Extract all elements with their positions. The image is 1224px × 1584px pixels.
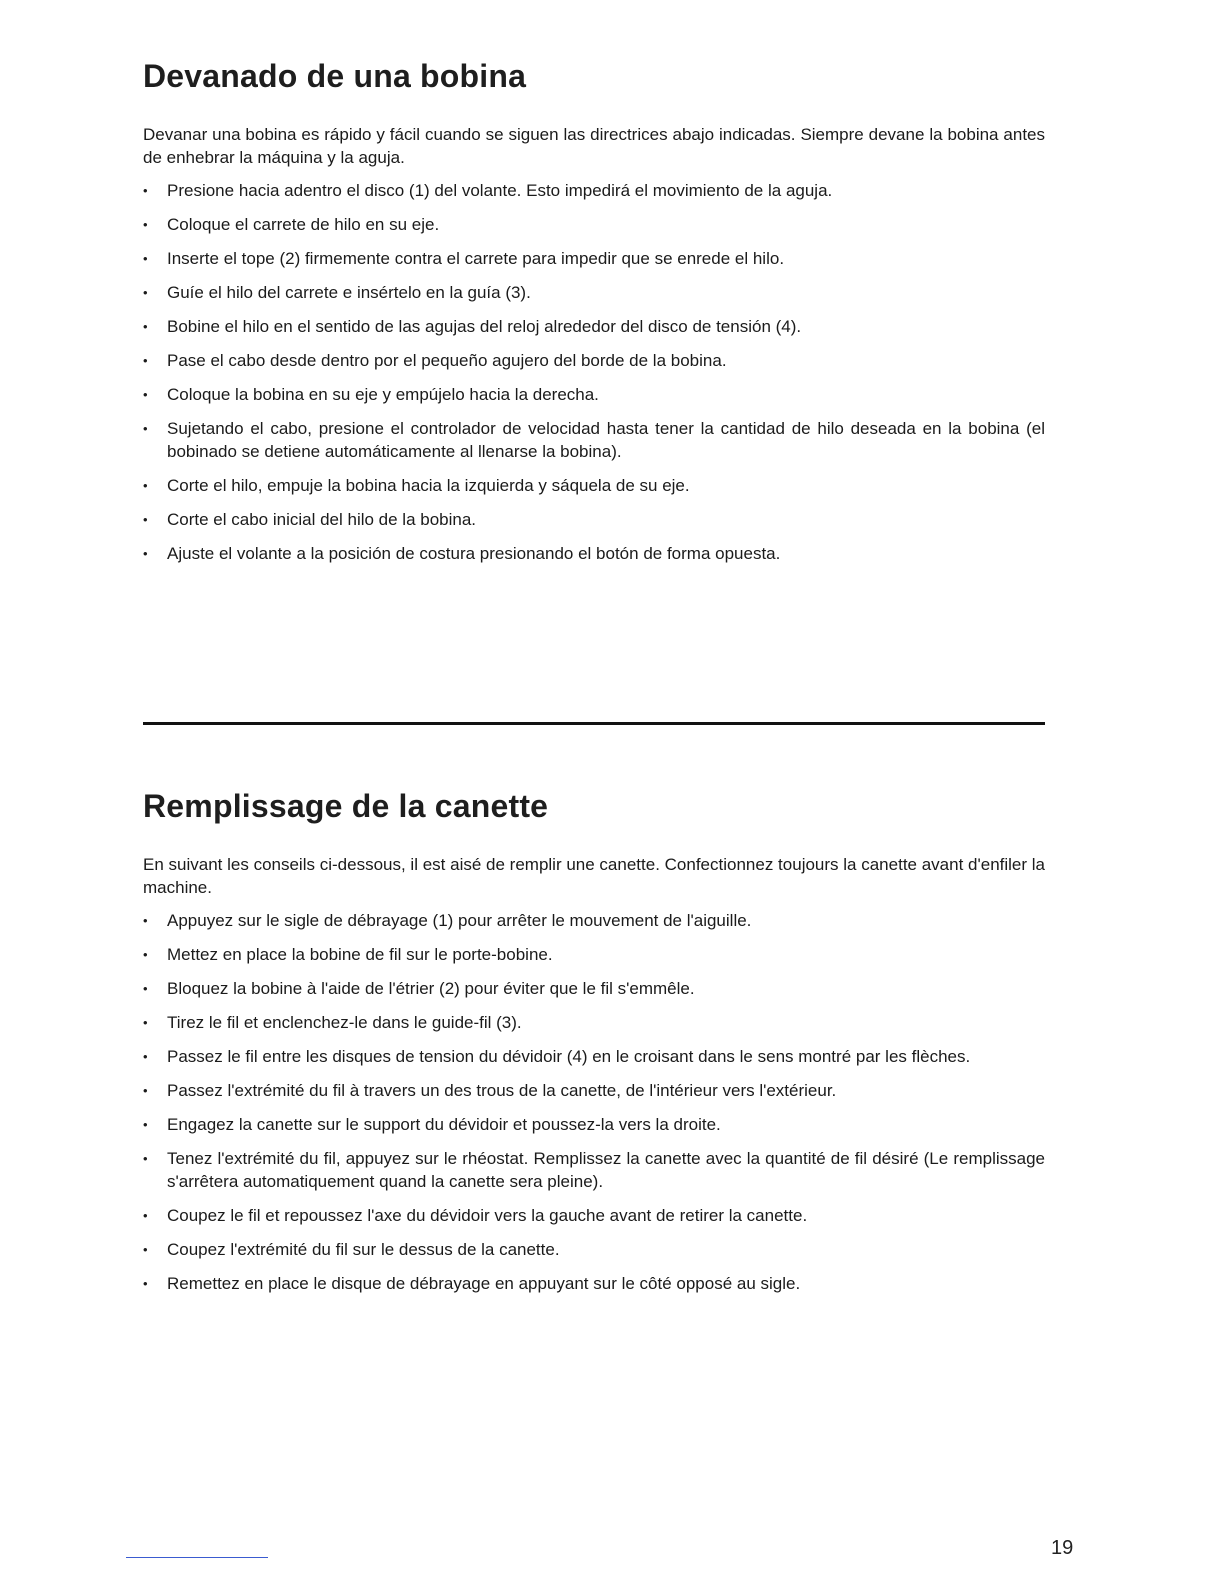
- bullet-icon: •: [143, 546, 148, 561]
- section-title: Devanado de una bobina: [143, 58, 527, 94]
- list-item: • Bobine el hilo en el sentido de las agujas del reloj alrededor del disco de tensión (4).: [143, 317, 802, 336]
- list-item: • Passez l'extrémité du fil à travers un des trous de la canette, de l'intérieur vers l'extérieur.: [143, 1081, 837, 1100]
- list-item: • Engagez la canette sur le support du dévidoir et poussez-la vers la droite.: [143, 1115, 721, 1134]
- instruction-list: [143, 179, 1045, 565]
- bullet-icon: •: [143, 1208, 148, 1223]
- list-item: • Coloque el carrete de hilo en su eje.: [143, 215, 440, 234]
- list-item: • Coupez le fil et repoussez l'axe du dévidoir vers la gauche avant de retirer la canette.: [143, 1206, 808, 1225]
- list-item: • Guíe el hilo del carrete e insértelo en la guía (3).: [143, 283, 531, 302]
- instruction-list: [143, 909, 1045, 1295]
- section-intro: En suivant les conseils ci-dessous, il est aisé de remplir une canette. Confectionnez toujours la canette avant d'enfiler la machine.: [143, 855, 1045, 897]
- list-item: • Pase el cabo desde dentro por el pequeño agujero del borde de la bobina.: [143, 351, 727, 370]
- bullet-icon: •: [143, 947, 148, 962]
- list-item: • Corte el cabo inicial del hilo de la bobina.: [143, 510, 477, 529]
- list-item: • Remettez en place le disque de débrayage en appuyant sur le côté opposé au sigle.: [143, 1274, 801, 1293]
- list-item: • Sujetando el cabo, presione el controlador de velocidad hasta tener la cantidad de hilo deseada en la bobina (el bobinado se detiene automáticamente al llenarse la bobina).: [143, 419, 1045, 461]
- bullet-icon: •: [143, 353, 148, 368]
- list-item: • Ajuste el volante a la posición de costura presionando el botón de forma opuesta.: [143, 544, 781, 563]
- bullet-icon: •: [143, 1015, 148, 1030]
- list-item: • Appuyez sur le sigle de débrayage (1) pour arrêter le mouvement de l'aiguille.: [143, 911, 752, 930]
- page-number: 19: [1051, 1537, 1074, 1559]
- bullet-icon: •: [143, 319, 148, 334]
- bullet-icon: •: [143, 1117, 148, 1132]
- section-intro: Devanar una bobina es rápido y fácil cuando se siguen las directrices abajo indicadas. Siempre devane la bobina antes de enhebrar la máquina y la aguja.: [143, 125, 1045, 167]
- bullet-icon: •: [143, 251, 148, 266]
- bullet-icon: •: [143, 981, 148, 996]
- section-title: Remplissage de la canette: [143, 788, 549, 824]
- bullet-icon: •: [143, 512, 148, 527]
- list-item: • Tenez l'extrémité du fil, appuyez sur le rhéostat. Remplissez la canette avec la quantité de fil désiré (Le remplissage s'arrêtera automatiquement quand la canette sera pleine).: [143, 1149, 1045, 1191]
- list-item: • Inserte el tope (2) firmemente contra el carrete para impedir que se enrede el hilo.: [143, 249, 785, 268]
- bullet-icon: •: [143, 913, 148, 928]
- list-item: • Tirez le fil et enclenchez-le dans le guide-fil (3).: [143, 1013, 522, 1032]
- section-divider: [143, 722, 1045, 725]
- list-item: • Presione hacia adentro el disco (1) del volante. Esto impedirá el movimiento de la aguja.: [143, 181, 833, 200]
- section-spanish: [143, 58, 1045, 576]
- list-item: • Coupez l'extrémité du fil sur le dessus de la canette.: [143, 1240, 560, 1259]
- list-item: • Coloque la bobina en su eje y empújelo hacia la derecha.: [143, 385, 599, 404]
- bullet-icon: •: [143, 1276, 148, 1291]
- bullet-icon: •: [143, 1083, 148, 1098]
- bullet-icon: •: [143, 387, 148, 402]
- list-item: • Bloquez la bobine à l'aide de l'étrier (2) pour éviter que le fil s'emmêle.: [143, 979, 695, 998]
- bullet-icon: •: [143, 217, 148, 232]
- section-french: [143, 788, 1045, 1306]
- footer-rule: [126, 1557, 268, 1558]
- bullet-icon: •: [143, 478, 148, 493]
- bullet-icon: •: [143, 1049, 148, 1064]
- bullet-icon: •: [143, 421, 148, 436]
- list-item: • Passez le fil entre les disques de tension du dévidoir (4) en le croisant dans le sens montré par les flèches.: [143, 1047, 971, 1066]
- bullet-icon: •: [143, 1242, 148, 1257]
- list-item: • Corte el hilo, empuje la bobina hacia la izquierda y sáquela de su eje.: [143, 476, 690, 495]
- bullet-icon: •: [143, 285, 148, 300]
- list-item: • Mettez en place la bobine de fil sur le porte-bobine.: [143, 945, 553, 964]
- bullet-icon: •: [143, 1151, 148, 1166]
- bullet-icon: •: [143, 183, 148, 198]
